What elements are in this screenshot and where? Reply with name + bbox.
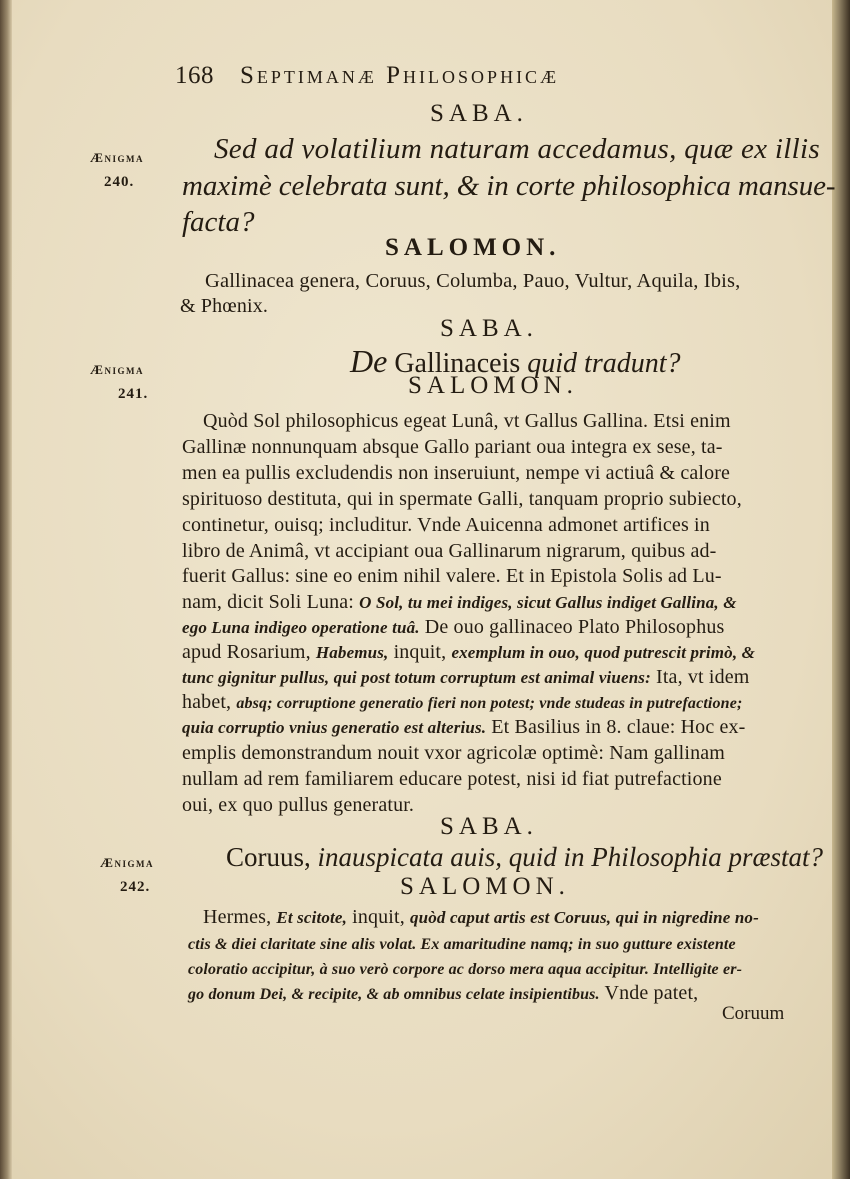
answer-242-line-3 [188, 957, 742, 980]
speaker-salomon-242: SALOMON. [400, 873, 570, 900]
answer-242-line-1-roman2: inquit, [347, 906, 411, 928]
answer-241-line-8-italic: O Sol, tu mei indiges, sicut Gallus indiget Gallina, & [359, 593, 737, 612]
margin-enigma-label-241: Ænigma [90, 362, 144, 377]
catchword: Coruum [722, 1003, 785, 1024]
answer-241-line-13-roman: Et Basilius in 8. claue: Hoc ex- [486, 716, 746, 738]
answer-241-line-9 [182, 616, 724, 639]
answer-241-line-12 [182, 691, 742, 714]
question-240-line-1: Sed ad volatilium naturam accedamus, quæ ex illis [214, 133, 820, 165]
question-242-italic: inauspicata auis, quid in Philosophia præstat? [317, 842, 824, 872]
speaker-salomon-241: SALOMON. [408, 372, 578, 399]
answer-242-line-1-italic2: quòd caput artis est Coruus, qui in nigredine no- [410, 908, 759, 927]
question-241-roman: Gallinaceis [387, 348, 528, 379]
answer-242-line-1-roman: Hermes, [203, 906, 277, 928]
running-head [175, 62, 559, 90]
margin-enigma-number-240: 240. [104, 174, 135, 190]
answer-242-line-3-italic: coloratio accipitur, à suo verò corpore ac dorso mera aqua accipitur. Intelligite er- [188, 961, 743, 978]
speaker-salomon-240: SALOMON. [385, 234, 561, 261]
answer-241-line-12-roman: habet, [182, 691, 237, 713]
answer-241-line-14: emplis demonstrandum nouit vxor agricolæ optimè: Nam gallinam [182, 742, 725, 764]
answer-241-line-11-roman: Ita, vt idem [650, 666, 750, 688]
answer-241-line-5: continetur, ouisq; includitur. Vnde Auicenna admonet artifices in [182, 514, 710, 536]
answer-242-line-2-italic: ctis & diei claritate sine alis volat. Ex amaritudine namq; in suo gutture existente [188, 936, 736, 953]
margin-enigma-number-242: 242. [120, 879, 151, 895]
speaker-saba-240: SABA. [430, 100, 528, 127]
answer-240-line-2: & Phœnix. [180, 295, 269, 317]
speaker-saba-242: SABA. [440, 813, 538, 840]
answer-241-line-2: Gallinæ nonnunquam absque Gallo pariant oua integra ex sese, ta- [182, 436, 723, 458]
answer-241-line-13 [182, 716, 746, 739]
answer-241-line-10-italic2: exemplum in ouo, quod putrescit primò, & [451, 643, 755, 662]
answer-241-line-11-italic: tunc gignitur pullus, qui post totum corruptum est animal viuens: [182, 668, 651, 687]
answer-241-line-7: fuerit Gallus: sine eo enim nihil valere. Et in Epistola Solis ad Lu- [182, 565, 722, 587]
answer-241-line-1: Quòd Sol philosophicus egeat Lunâ, vt Gallus Gallina. Etsi enim [203, 410, 731, 432]
answer-242-line-1 [203, 906, 759, 929]
question-242 [226, 842, 823, 873]
answer-242-line-4 [188, 982, 698, 1005]
margin-enigma-number-241: 241. [118, 386, 149, 402]
answer-242-line-1-italic: Et scitote, [276, 908, 347, 927]
answer-241-line-8 [182, 591, 737, 614]
speaker-saba-241: SABA. [440, 315, 538, 342]
answer-241-line-15: nullam ad rem familiarem educare potest, nisi id fiat putrefactione [182, 768, 722, 790]
question-240-line-2: maximè celebrata sunt, & in corte philosophica mansue- [182, 170, 836, 202]
margin-enigma-label-242: Ænigma [100, 855, 154, 870]
answer-241-line-9-italic: ego Luna indigeo operatione tuâ. [182, 618, 420, 637]
answer-241-line-10-roman2: inquit, [388, 641, 452, 663]
question-241-italic: quid tradunt? [527, 348, 681, 379]
page-number: 168 [175, 62, 214, 89]
answer-241-line-10-roman: apud Rosarium, [182, 641, 316, 663]
answer-240-line-1: Gallinacea genera, Coruus, Columba, Pauo, Vultur, Aquila, Ibis, [205, 270, 741, 292]
answer-242-line-2 [188, 932, 736, 955]
question-240-line-3: facta? [182, 206, 255, 238]
answer-241-line-4: spirituoso destituta, qui in spermate Galli, tanquam proprio subiecto, [182, 488, 742, 510]
margin-enigma-label-240: Ænigma [90, 150, 144, 165]
answer-241-line-10 [182, 641, 755, 664]
question-241-initial: De [350, 343, 388, 379]
answer-241-line-11 [182, 666, 749, 689]
running-title: Septimanæ Philosophicæ [240, 62, 560, 89]
answer-241-line-10-italic: Habemus, [315, 643, 389, 662]
answer-242-line-4-italic: go donum Dei, & recipite, & ab omnibus celate insipientibus. [188, 986, 600, 1003]
answer-241-line-8-roman: nam, dicit Soli Luna: [182, 591, 360, 613]
answer-241-line-6: libro de Animâ, vt accipiant oua Gallinarum nigrarum, quibus ad- [182, 540, 717, 562]
answer-241-line-13-italic: quia corruptio vnius generatio est alterius. [182, 718, 487, 737]
question-242-roman: Coruus, [226, 842, 318, 872]
answer-241-line-16: oui, ex quo pullus generatur. [182, 794, 415, 816]
answer-241-line-3: men ea pullis excludendis non inseruiunt, nempe vi actiuâ & calore [182, 462, 731, 484]
answer-241-line-9-roman: De ouo gallinaceo Plato Philosophus [419, 616, 725, 638]
answer-241-line-12-italic: absq; corruptione generatio fieri non potest; vnde studeas in putrefactione; [236, 695, 743, 712]
answer-242-line-4-roman: Vnde patet, [599, 982, 699, 1004]
book-spine-shadow [0, 0, 12, 1179]
